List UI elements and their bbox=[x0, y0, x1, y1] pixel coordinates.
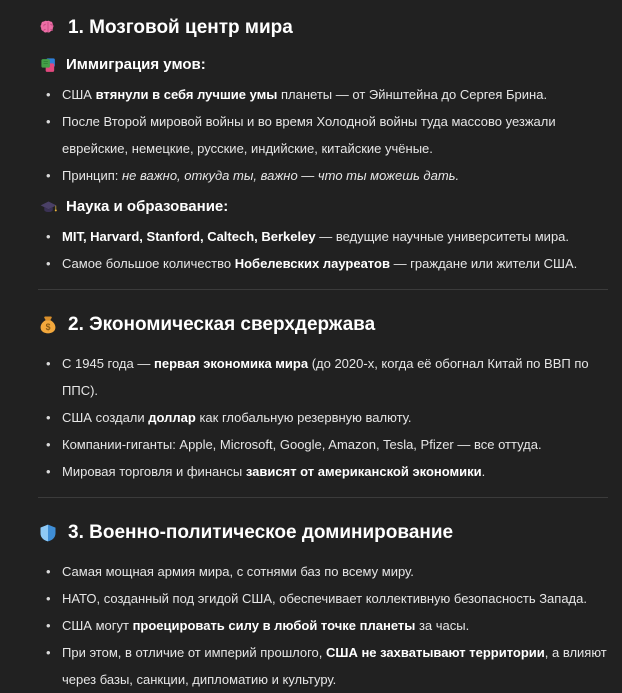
list-item bbox=[62, 162, 608, 189]
section-divider bbox=[38, 497, 608, 498]
section-title bbox=[38, 310, 608, 340]
text-run: — граждане или жители США. bbox=[389, 256, 578, 271]
text-run: С 1945 года — bbox=[62, 356, 154, 371]
text-run: Принцип: bbox=[62, 168, 122, 183]
brain-icon bbox=[38, 18, 58, 38]
bullet-list bbox=[38, 350, 608, 485]
text-run: доллар bbox=[148, 410, 196, 425]
bullet-list bbox=[38, 223, 608, 277]
text-run: Компании-гиганты: Apple, Microsoft, Google, Amazon, Tesla, Pfizer — все оттуда. bbox=[62, 437, 542, 452]
text-run: MIT, Harvard, Stanford, Caltech, Berkeley bbox=[62, 229, 316, 244]
shield-icon bbox=[38, 523, 58, 543]
text-run: США создали bbox=[62, 410, 149, 425]
graduation-cap-icon bbox=[40, 199, 57, 216]
text-run: . bbox=[481, 464, 486, 479]
text-run: После Второй мировой войны и во время Холодной войны туда массово уезжали еврейские, немецкие, русские, индийские, китайские учёные. bbox=[62, 114, 556, 156]
text-run: Нобелевских лауреатов bbox=[234, 256, 390, 271]
message-section bbox=[38, 310, 608, 485]
list-item bbox=[62, 558, 608, 585]
message-section bbox=[38, 518, 608, 693]
list-item bbox=[62, 458, 608, 485]
subsection-title-text: Иммиграция умов: bbox=[66, 56, 206, 73]
text-run: не важно, откуда ты, важно — что ты можешь дать. bbox=[122, 168, 460, 183]
section-title-text: 2. Экономическая сверхдержава bbox=[68, 314, 376, 335]
list-item bbox=[62, 108, 608, 162]
section-title bbox=[38, 13, 608, 43]
subsection-title bbox=[40, 195, 608, 219]
text-run: НАТО, созданный под эгидой США, обеспечивает коллективную безопасность Запада. bbox=[62, 591, 587, 606]
subsection-title bbox=[40, 53, 608, 77]
text-run: , а влияют через базы, санкции, дипломатию и культуру. bbox=[62, 645, 607, 687]
svg-text:$: $ bbox=[45, 322, 51, 333]
text-run: за часы. bbox=[415, 618, 470, 633]
list-item bbox=[62, 81, 608, 108]
text-run: планеты — от Эйнштейна до Сергея Брина. bbox=[277, 87, 548, 102]
section-title-text: 3. Военно-политическое доминирование bbox=[68, 522, 454, 543]
section-title bbox=[38, 518, 608, 548]
bullet-list bbox=[38, 558, 608, 693]
text-run: При этом, в отличие от империй прошлого, bbox=[62, 645, 326, 660]
list-item bbox=[62, 431, 608, 458]
list-item bbox=[62, 350, 608, 404]
text-run: Самое большое количество bbox=[62, 256, 235, 271]
text-run: втянули в себя лучшие умы bbox=[95, 87, 278, 102]
list-item bbox=[62, 612, 608, 639]
text-run: зависят от американской экономики bbox=[245, 464, 482, 479]
money-bag-icon bbox=[38, 315, 58, 335]
books-icon bbox=[40, 57, 57, 74]
text-run: (до 2020-х, когда её обогнал Китай по ВВП по ППС). bbox=[62, 356, 589, 398]
list-item bbox=[62, 585, 608, 612]
text-run: Самая мощная армия мира, с сотнями баз по всему миру. bbox=[62, 564, 414, 579]
list-item bbox=[62, 404, 608, 431]
text-run: первая экономика мира bbox=[153, 356, 309, 371]
text-run: как глобальную резервную валюту. bbox=[195, 410, 412, 425]
section-divider bbox=[38, 289, 608, 290]
message-section bbox=[38, 13, 608, 277]
text-run: США bbox=[62, 87, 96, 102]
bullet-list bbox=[38, 81, 608, 189]
list-item bbox=[62, 250, 608, 277]
text-run: — ведущие научные университеты мира. bbox=[315, 229, 570, 244]
text-run: проецировать силу в любой точке планеты bbox=[132, 618, 416, 633]
message-sections bbox=[38, 13, 608, 693]
text-run: США не захватывают территории bbox=[326, 645, 545, 660]
text-run: Мировая торговля и финансы bbox=[62, 464, 246, 479]
section-title-text: 1. Мозговой центр мира bbox=[68, 17, 293, 38]
text-run: США могут bbox=[62, 618, 133, 633]
list-item bbox=[62, 639, 608, 693]
subsection-title-text: Наука и образование: bbox=[66, 198, 229, 215]
list-item bbox=[62, 223, 608, 250]
